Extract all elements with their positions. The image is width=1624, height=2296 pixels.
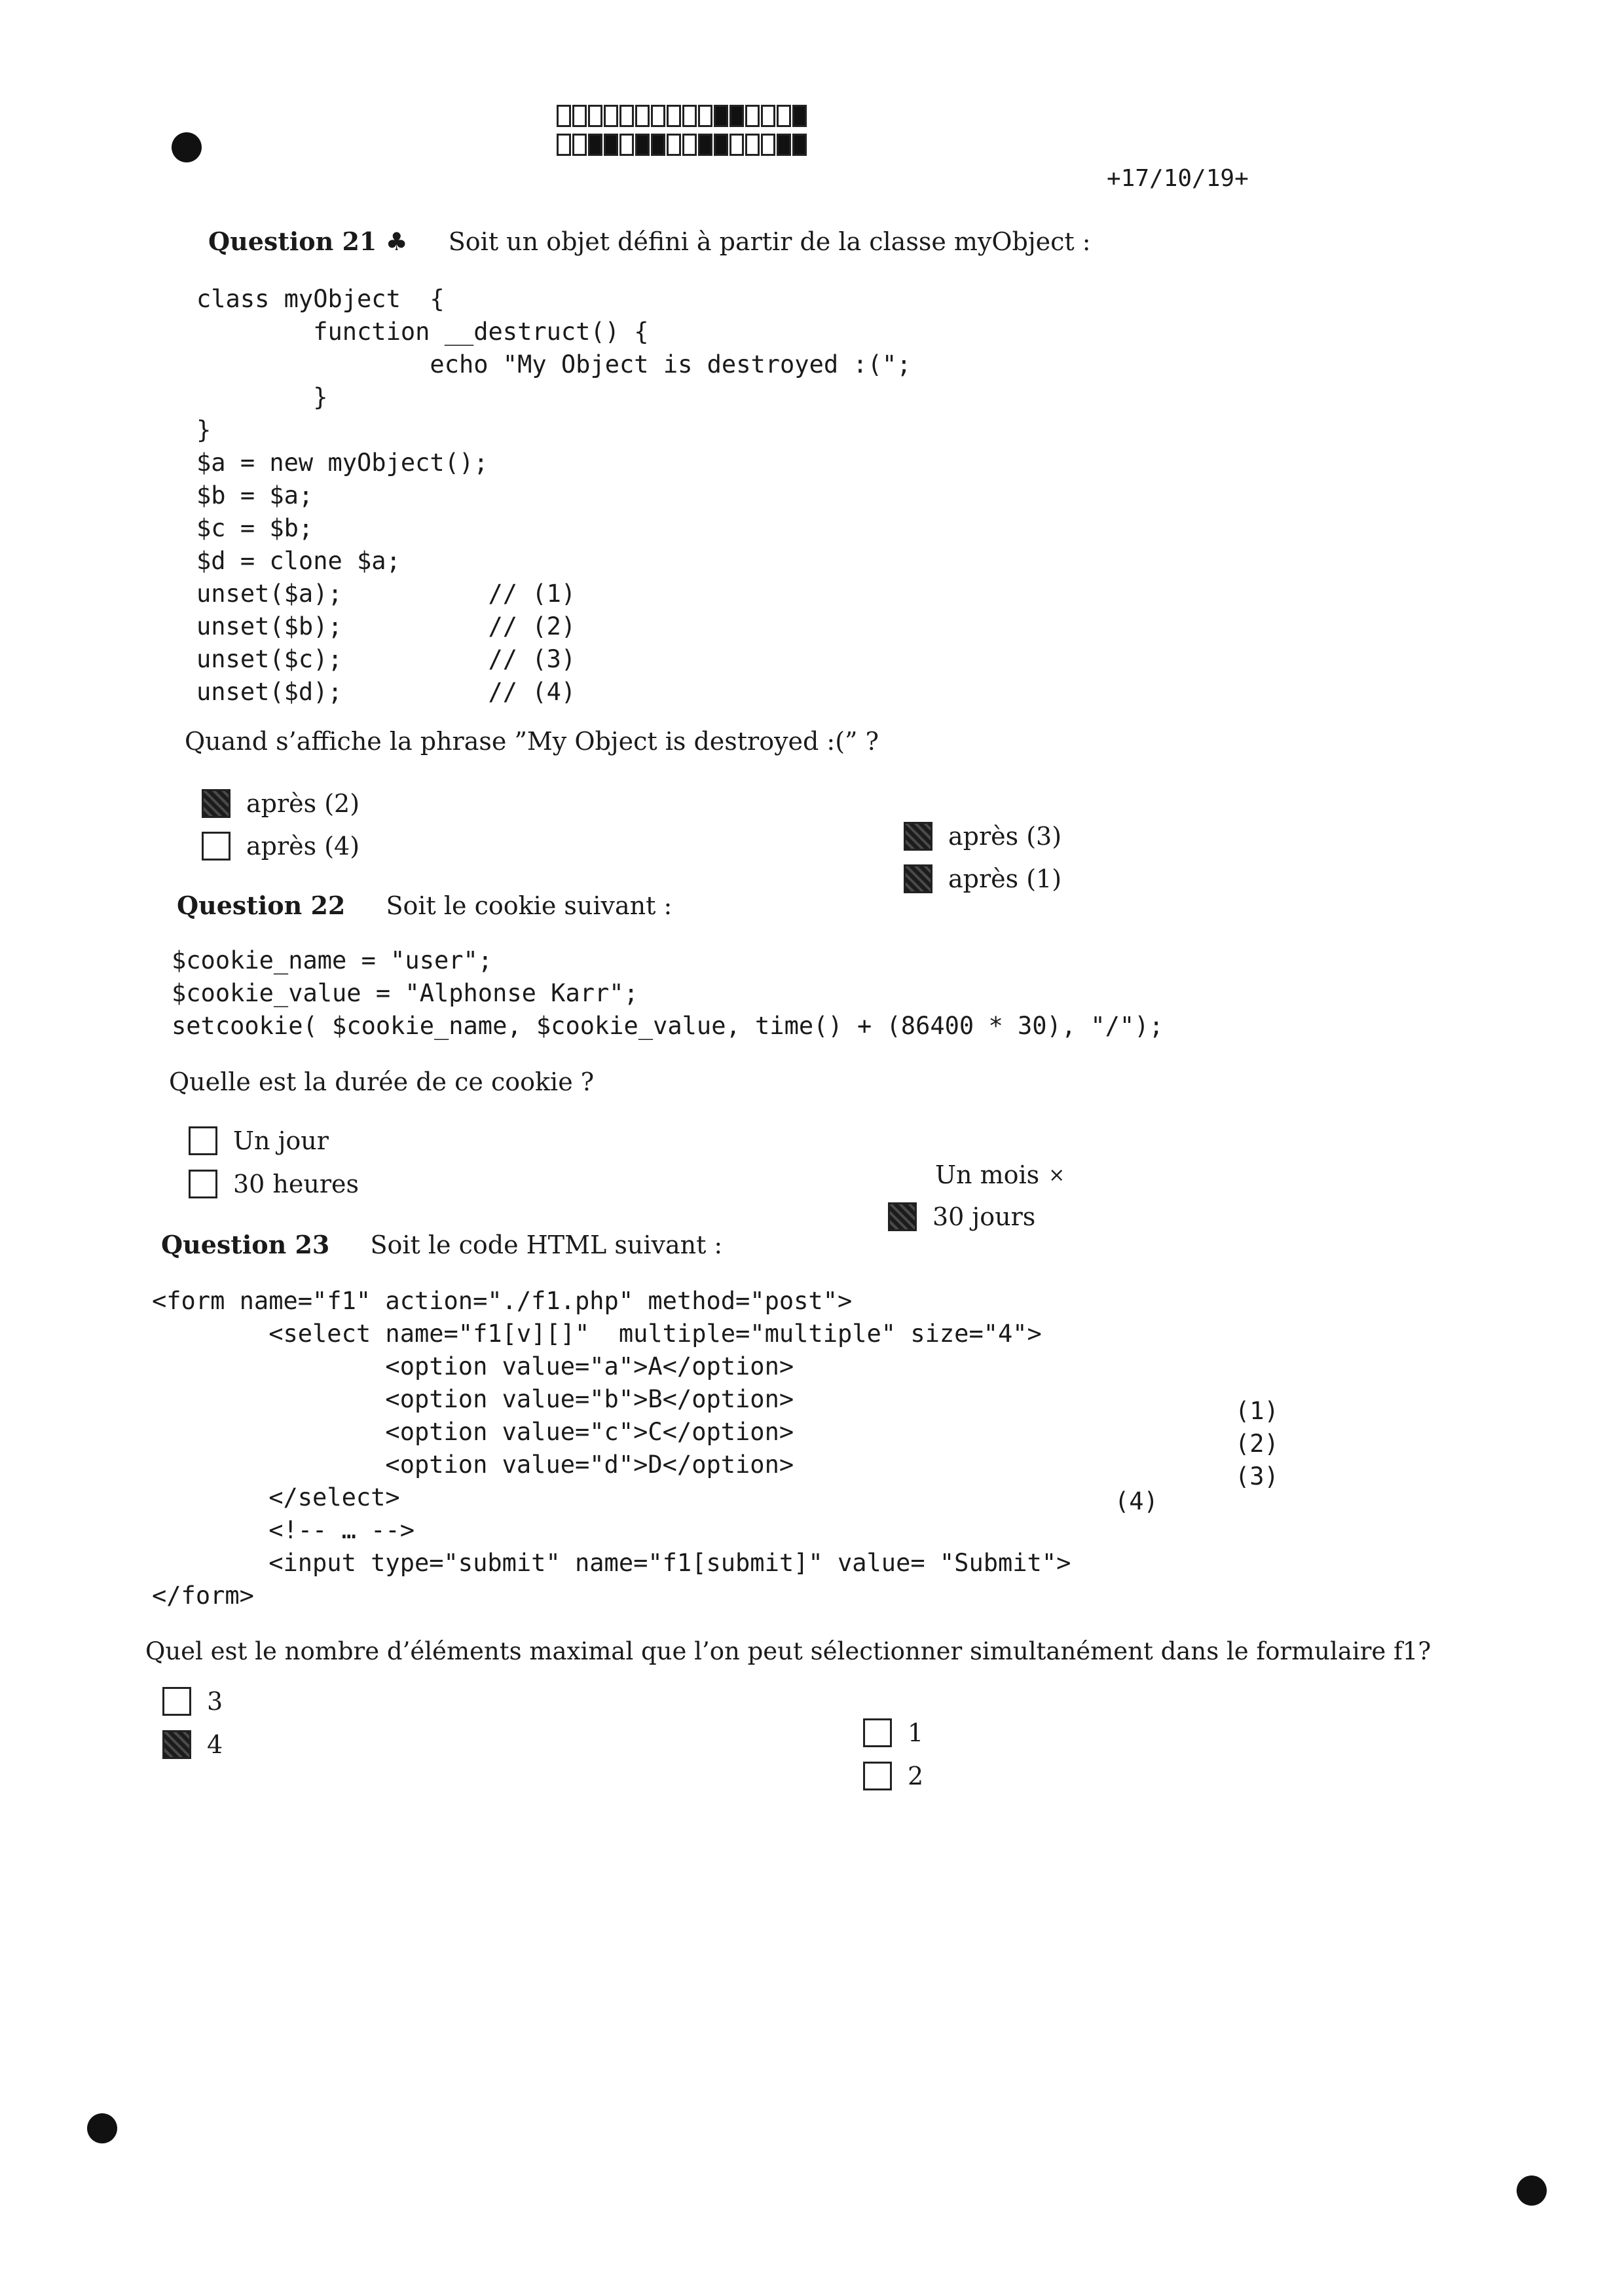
q22-option-4[interactable] (888, 1202, 1035, 1231)
barcode-cell (619, 134, 634, 156)
barcode-cell (792, 134, 807, 156)
question-22-header (177, 891, 672, 920)
checkbox[interactable] (904, 864, 932, 893)
barcode-cell (745, 134, 760, 156)
checkbox[interactable] (904, 822, 932, 851)
barcode-cell (572, 134, 587, 156)
barcode-cell (761, 134, 775, 156)
checkbox[interactable] (189, 1170, 217, 1198)
corner-mark-bottom-right (1517, 2176, 1547, 2206)
barcode-cell (682, 134, 697, 156)
option-label: 30 heures (233, 1170, 360, 1198)
code-block: class myObject { function __destruct() { echo "My Object is destroyed :("; } } $a = new myObject(); $b = $a; $c = $b; $d = clone $a; unset($a); // (1) unset($b); // (2) unset($c); // (3) unset($d); // (4) (196, 285, 912, 706)
checkbox[interactable] (202, 832, 231, 861)
barcode-cell (714, 105, 728, 127)
barcode-cell (745, 105, 760, 127)
date-code: +17/10/19+ (1107, 165, 1249, 192)
barcode-cell (619, 105, 634, 127)
option-label: 30 jours (932, 1202, 1036, 1231)
corner-mark-top-left (172, 132, 202, 162)
option-label: Un jour (233, 1126, 329, 1155)
question-22-prompt: Quelle est la durée de ce cookie ? (169, 1067, 595, 1096)
question-22-code (172, 944, 1164, 1043)
option-label: 4 (207, 1730, 223, 1759)
question-21-text: Soit un objet défini à partir de la classe myObject : (448, 227, 1091, 256)
question-23-header (161, 1230, 722, 1259)
q23-option-4[interactable] (863, 1762, 923, 1790)
barcode-cell (761, 105, 775, 127)
barcode-cell (729, 105, 744, 127)
marker-1: (1) (1235, 1397, 1279, 1425)
barcode-cell (667, 134, 681, 156)
question-21-code (196, 283, 912, 709)
option-label: Un mois (935, 1160, 1040, 1189)
question-21-header (208, 227, 1091, 256)
q23-option-3[interactable] (863, 1718, 923, 1747)
option-label: après (1) (948, 864, 1062, 893)
barcode-cell (714, 134, 728, 156)
option-label: 2 (908, 1762, 924, 1790)
question-21-title: Question 21 ♣ (208, 227, 408, 256)
barcode-cell (588, 105, 602, 127)
barcode-cell (651, 105, 665, 127)
barcode-cell (572, 105, 587, 127)
barcode-cell (667, 105, 681, 127)
barcode-cell (557, 134, 571, 156)
checkbox[interactable] (189, 1126, 217, 1155)
question-23-code (152, 1285, 1071, 1612)
option-label: après (2) (246, 789, 360, 818)
question-23-text: Soit le code HTML suivant : (370, 1231, 723, 1259)
q21-option-4[interactable] (904, 864, 1061, 893)
question-22-text: Soit le cookie suivant : (386, 891, 673, 920)
option-label: après (3) (948, 822, 1062, 851)
marker-3: (3) (1235, 1462, 1279, 1491)
question-21-prompt: Quand s’affiche la phrase ”My Object is destroyed :(” ? (185, 727, 879, 756)
barcode-cell (604, 134, 618, 156)
q22-option-3[interactable] (935, 1160, 1065, 1189)
question-22-title: Question 22 (177, 891, 346, 920)
barcode-cell (588, 134, 602, 156)
q21-option-2[interactable] (202, 832, 360, 861)
option-label: après (4) (246, 832, 360, 861)
barcode-top (557, 105, 808, 127)
checkbox[interactable] (162, 1687, 191, 1716)
q22-option-1[interactable] (189, 1126, 329, 1155)
marker-4: (4) (1115, 1487, 1158, 1515)
question-23-title: Question 23 (161, 1230, 330, 1259)
checkbox[interactable] (863, 1718, 892, 1747)
barcode-cell (777, 105, 791, 127)
corner-mark-bottom-left (87, 2113, 117, 2143)
cross-mark-icon: × (1048, 1163, 1065, 1187)
marker-2: (2) (1235, 1430, 1279, 1458)
q21-option-1[interactable] (202, 789, 360, 818)
barcode-bottom (557, 134, 808, 156)
barcode-cell (557, 105, 571, 127)
question-23-prompt: Quel est le nombre d’éléments maximal que l’on peut sélectionner simultanément dans le formulaire f1? (145, 1637, 1431, 1665)
checkbox[interactable] (863, 1762, 892, 1790)
code-block: <form name="f1" action="./f1.php" method="post"> <select name="f1[v][]" multiple="multiple" size="4"> <option value="a">A</option> <option value="b">B</option> <option value="c">C</option> <option value="d">D</option> </select> <!-- … --> <input type="submit" name="f1[submit]" value= "Submit"> </form> (152, 1287, 1071, 1610)
option-label: 3 (207, 1687, 223, 1716)
barcode-cell (682, 105, 697, 127)
barcode-cell (604, 105, 618, 127)
q22-option-2[interactable] (189, 1170, 359, 1198)
checkbox[interactable] (202, 789, 231, 818)
q23-option-1[interactable] (162, 1687, 223, 1716)
code-block: $cookie_name = "user"; $cookie_value = "Alphonse Karr"; setcookie( $cookie_name, $cookie_value, time() + (86400 * 30), "/"); (172, 946, 1164, 1040)
option-label: 1 (908, 1718, 924, 1747)
barcode-cell (635, 105, 650, 127)
barcode-cell (698, 105, 712, 127)
barcode-cell (651, 134, 665, 156)
barcode-cell (777, 134, 791, 156)
q23-option-2[interactable] (162, 1730, 223, 1759)
barcode-cell (729, 134, 744, 156)
checkbox[interactable] (888, 1202, 917, 1231)
q21-option-3[interactable] (904, 822, 1061, 851)
barcode-cell (698, 134, 712, 156)
checkbox[interactable] (162, 1730, 191, 1759)
barcode-cell (635, 134, 650, 156)
barcode-cell (792, 105, 807, 127)
